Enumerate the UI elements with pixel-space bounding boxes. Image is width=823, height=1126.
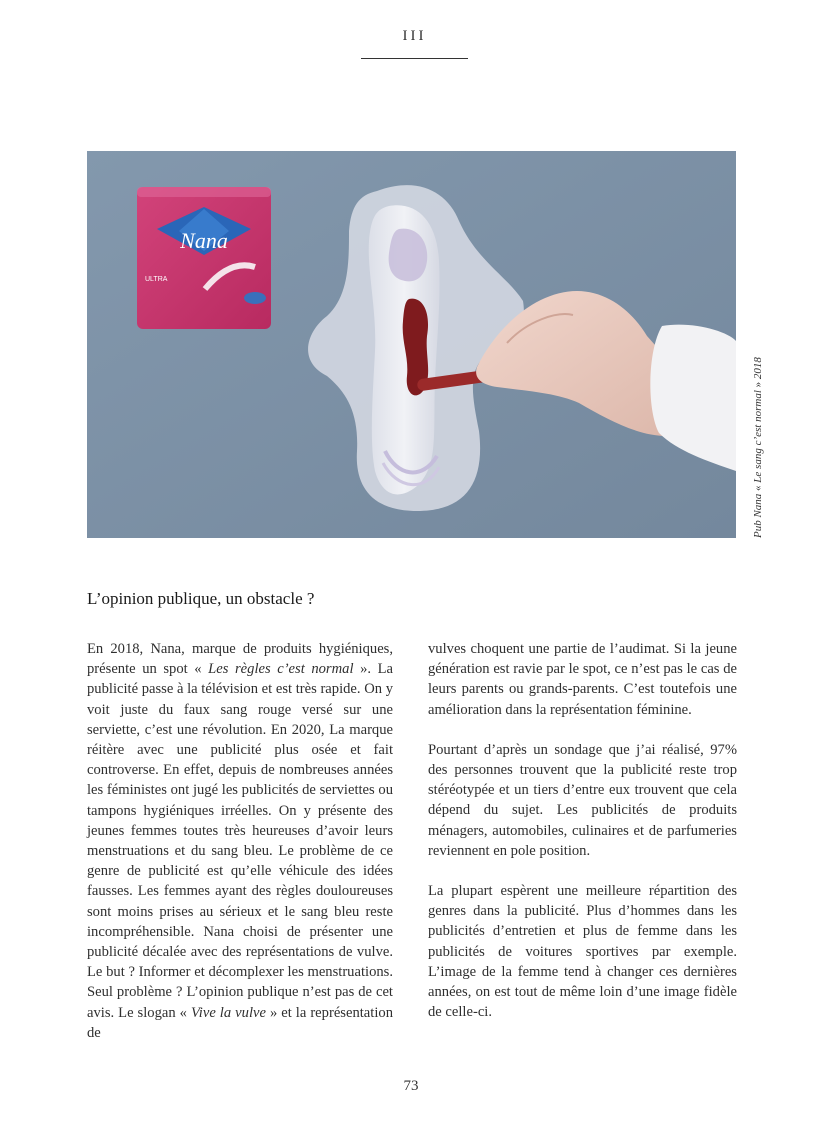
- caption-source: Pub Nana: [752, 490, 764, 538]
- caption-quote-open: «: [752, 482, 764, 491]
- text-run: » et la représentation de: [87, 1004, 393, 1041]
- right-paragraph-2: Pourtant d’après un sondage que j’ai réalisé, 97% des personnes trouvent que la publicité reste trop stéréotypée et un tiers d’entre eux trouvent que cela dépend du sujet. Les publicités de produits ménagers, automobiles, culinaires et de parfumeries reviennent en pole position.: [428, 741, 737, 859]
- package-brand: Nana: [180, 228, 228, 253]
- left-paragraph: [87, 639, 393, 1043]
- right-paragraph-3: La plupart espèrent une meilleure répartition des genres dans la publicité. Plus d’hommes dans les publicités d’entretien et plus de femme dans les publicités de voitures sportives par exemple. L’image de la femme tend à changer ces dernières années, on est tout de même loin d’une image fidèle de celle-ci.: [428, 883, 737, 1021]
- right-paragraph-1: vulves choquent une partie de l’audimat. Si la jeune génération est ravie par le spot, ce n’est pas le cas de leurs parents ou grands-parents. C’est toutefois une amélioration dans la représentation féminine.: [428, 641, 737, 718]
- chapter-rule: [361, 58, 468, 59]
- slogan: Vive la vulve: [190, 1004, 266, 1021]
- text-run: ». La publicité passe à la télévision et est très rapide. On y voit juste du faux sang rouge versé sur une serviette, c’est une révolution. En 2020, La marque réitère avec une publicité plus osée et fait controverse. En effet, depuis de nombreuses années les féministes ont jugé les publicités de serviettes ou tampons hygiéniques irréelles. On y présente des jeunes femmes toutes très heureuses d’avoir leurs menstruations et du sang bleu. Le problème de ce genre de publicité est qu’elle véhicule des idées fausses. Les femmes ayant des règles douloureuses sont moins prises au sérieux et le sang bleu reste incompréhensible. Nana choisi de présenter une publicité décalée avec des représentations de vulve. Le but ? Informer et décomplexer les menstruations. Seul problème ? L’opinion publique n’est pas de cet avis. Le slogan «: [87, 661, 393, 1021]
- caption-quote-close: »: [752, 381, 764, 391]
- photo-caption: [752, 151, 772, 538]
- caption-year: 2018: [752, 357, 764, 382]
- left-column: [87, 639, 393, 1043]
- nana-package: [137, 187, 271, 329]
- page-number: 73: [403, 1078, 419, 1094]
- chapter-number: III: [402, 28, 427, 44]
- text-run: En 2018, Nana, marque de produits hygiéniques, présente un spot «: [87, 641, 393, 678]
- package-line: ULTRA: [145, 276, 168, 283]
- advertisement-photo: [87, 151, 736, 538]
- caption-title: Le sang c’est normal: [752, 390, 764, 483]
- right-column: [428, 639, 737, 1022]
- badge-icon: [244, 292, 266, 304]
- section-heading: L’opinion publique, un obstacle ?: [87, 589, 315, 608]
- spot-title: Les règles c’est normal: [208, 661, 354, 678]
